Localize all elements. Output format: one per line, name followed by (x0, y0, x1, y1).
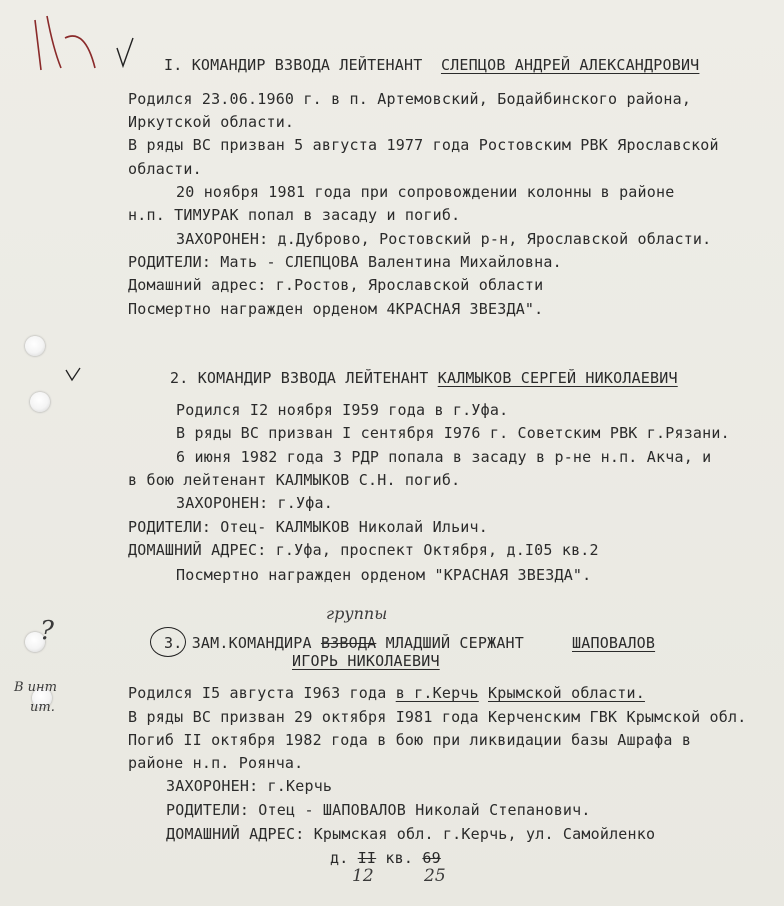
address-old-flat: 69 (422, 849, 441, 867)
entry1-line: Родился 23.06.1960 г. в п. Артемовский, Бодайбинского района, (128, 90, 692, 108)
entry1-line: н.п. ТИМУРАК попал в засаду и погиб. (128, 206, 461, 224)
entry3-header (164, 634, 524, 652)
entry1-award: Посмертно награжден орденом 4КРАСНАЯ ЗВЕЗДА". (128, 300, 544, 318)
punch-hole (30, 392, 50, 412)
entry1-rank: КОМАНДИР ВЗВОДА ЛЕЙТЕНАНТ (191, 56, 423, 74)
entry1-address: Домашний адрес: г.Ростов, Ярославской области (128, 276, 544, 294)
address-new-flat: 25 (424, 866, 446, 886)
entry3-parents: РОДИТЕЛИ: Отец - ШАПОВАЛОВ Николай Степанович. (166, 801, 591, 819)
entry1-fullname: СЛЕПЦОВ АНДРЕЙ АЛЕКСАНДРОВИЧ (440, 56, 700, 74)
entry3-address: ДОМАШНИЙ АДРЕС: Крымская обл. г.Керчь, ул. Самойленко (166, 825, 656, 843)
entry3-rank-struck: ВЗВОДА (320, 634, 377, 652)
entry1-line: В ряды ВС призван 5 августа 1977 года Ростовским РВК Ярославской (128, 136, 719, 154)
entry2-header (170, 369, 678, 387)
entry1-parents: РОДИТЕЛИ: Мать - СЛЕПЦОВА Валентина Михайловна. (128, 253, 562, 271)
address-d-label: д. (330, 849, 349, 867)
entry2-line: В ряды ВС призван I сентября I976 г. Советским РВК г.Рязани. (176, 424, 730, 442)
entry2-line: 6 июня 1982 года 3 РДР попала в засаду в р-не н.п. Акча, и (176, 448, 712, 466)
punch-hole (25, 336, 45, 356)
entry3-line: Погиб II октября 1982 года в бою при ликвидации базы Ашрафа в (128, 731, 692, 749)
entry3-birth-city: в г.Керчь (395, 684, 479, 702)
entry1-burial: ЗАХОРОНЕН: д.Дуброво, Ростовский р-н, Ярославской области. (176, 230, 712, 248)
address-old-house: II (357, 849, 377, 867)
entry3-number: 3. (164, 634, 183, 652)
entry3-birth-line (128, 684, 645, 702)
pen-scribble-mark (25, 8, 135, 78)
entry1-number: I. (164, 56, 183, 74)
entry3-line: районе н.п. Роянча. (128, 754, 304, 772)
entry2-burial: ЗАХОРОНЕН: г.Уфа. (176, 494, 333, 512)
entry1-line: Иркутской области. (128, 113, 295, 131)
address-new-house: 12 (352, 866, 374, 886)
entry3-birth-region: Крымской области. (488, 684, 645, 702)
entry2-line: Родился I2 ноября I959 года в г.Уфа. (176, 401, 509, 419)
entry1-line: 20 ноября 1981 года при сопровождении колонны в районе (176, 183, 675, 201)
entry3-line: В ряды ВС призван 29 октября I981 года Керченским ГВК Крымской обл. (128, 708, 747, 726)
handwritten-correction: группы (326, 604, 388, 623)
entry1-line: области. (128, 160, 202, 178)
address-kv-label: кв. (385, 849, 414, 867)
entry3-burial: ЗАХОРОНЕН: г.Керчь (166, 777, 333, 795)
check-mark-icon (64, 366, 82, 382)
entry2-address: ДОМАШНИЙ АДРЕС: г.Уфа, проспект Октября, д.I05 кв.2 (128, 541, 599, 559)
entry2-line: в бою лейтенант КАЛМЫКОВ С.Н. погиб. (128, 471, 461, 489)
entry2-award: Посмертно награжден орденом "КРАСНАЯ ЗВЕЗДА". (176, 566, 592, 584)
entry2-rank: КОМАНДИР ВЗВОДА ЛЕЙТЕНАНТ (197, 369, 429, 387)
entry3-birth-text: Родился I5 августа I963 года (128, 684, 396, 702)
entry2-fullname: КАЛМЫКОВ СЕРГЕЙ НИКОЛАЕВИЧ (437, 369, 678, 387)
margin-note-2: ит. (30, 700, 55, 715)
entry3-rank-post: МЛАДШИЙ СЕРЖАНТ (385, 634, 525, 652)
margin-question-mark: ? (40, 616, 54, 646)
entry2-number: 2. (170, 369, 189, 387)
entry2-parents: РОДИТЕЛИ: Отец- КАЛМЫКОВ Николай Ильич. (128, 518, 488, 536)
entry1-header (164, 56, 699, 74)
entry3-surname: ШАПОВАЛОВ (572, 634, 656, 652)
entry3-rank-pre: ЗАМ.КОМАНДИРА (191, 634, 312, 652)
margin-note-1: В инт (14, 680, 57, 695)
entry3-given-names: ИГОРЬ НИКОЛАЕВИЧ (292, 652, 440, 670)
entry3-address-house (330, 849, 441, 867)
